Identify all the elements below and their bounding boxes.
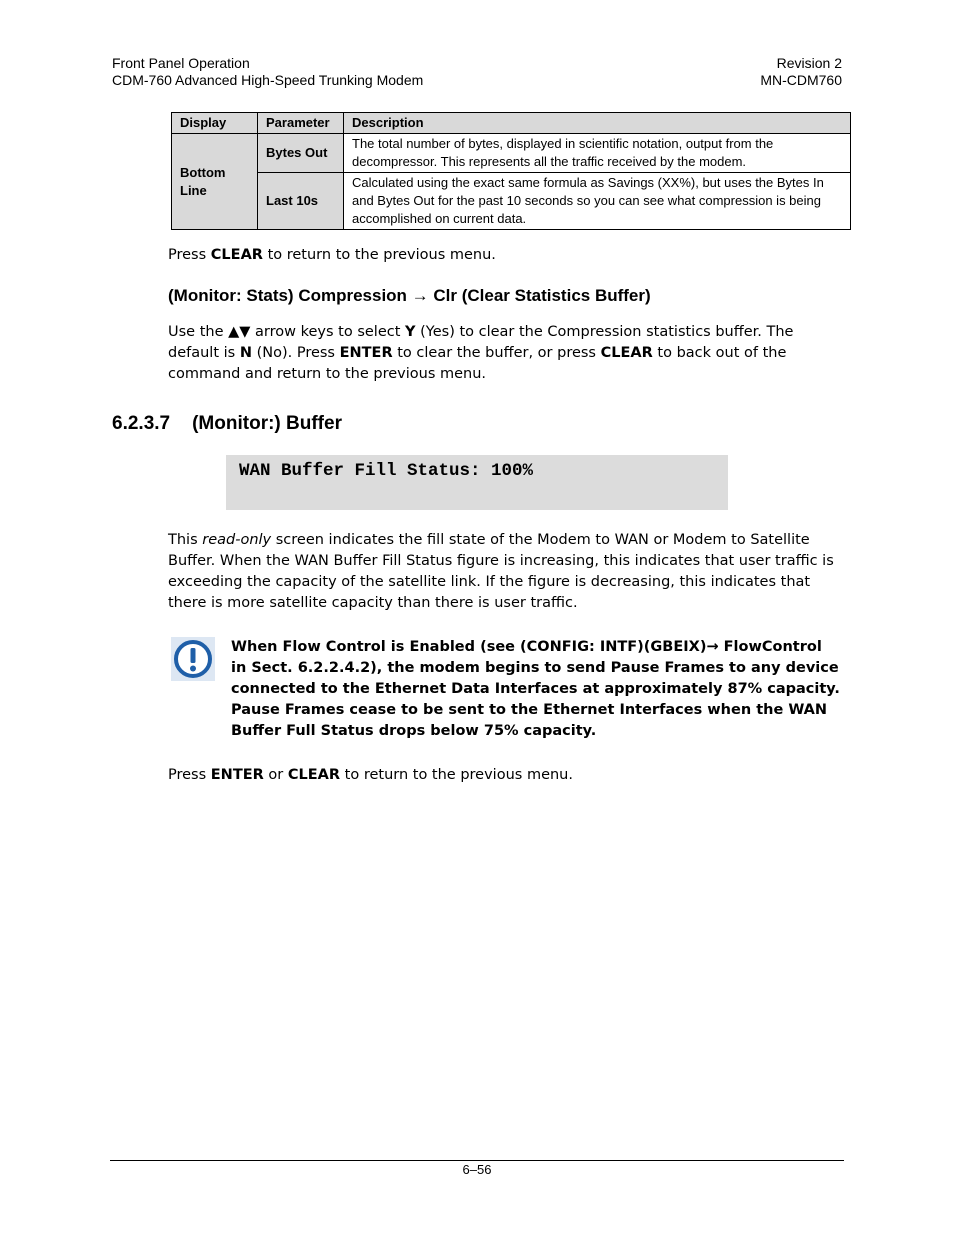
col-header-parameter: Parameter [258,113,344,134]
key-n: N [239,345,252,361]
text-span: (Yes) to clear the Compression statistics buffer. The default is [168,324,794,361]
italic-read-only: read-only [202,532,272,548]
key-enter: ENTER [210,767,264,783]
header-revision: Revision 2 [776,55,842,71]
description-cell: Calculated using the exact same formula as Savings (XX%), but uses the Bytes In and Bytes Out for the past 10 seconds so you can see what compression is being accomplished on current data. [344,173,851,230]
text-span: to back out of the command and return to the previous menu. [168,345,787,382]
col-header-description: Description [344,113,851,134]
lcd-display [226,455,728,510]
text-span: Press [168,767,211,783]
page-number: 6–56 [462,1162,492,1177]
header-manual: MN-CDM760 [760,72,842,88]
display-cell: Bottom Line [172,134,258,230]
text-span: Use the [168,324,229,340]
info-exclamation-icon [171,637,215,681]
parameter-cell: Bytes Out [258,134,344,173]
key-clear: CLEAR [600,345,653,361]
key-clear: CLEAR [287,767,341,783]
heading-compression-clr: (Monitor: Stats) Compression → Clr (Clear Statistics Buffer) [168,286,651,305]
text-span: to return to the previous menu. [340,767,573,783]
paragraph-press-enter-clear [168,765,844,786]
parameter-cell: Last 10s [258,173,344,230]
text-span: Press [168,247,211,263]
header-product: CDM-760 Advanced High-Speed Trunking Modem [112,72,424,88]
text-span: This [168,532,203,548]
lcd-text: WAN Buffer Fill Status: 100% [239,461,534,481]
text-span: to clear the buffer, or press [392,345,601,361]
key-y: Y [405,324,416,340]
text-span: to return to the previous menu. [262,247,496,263]
page-header-right [760,55,842,89]
table-row [172,134,851,173]
section-number: 6.2.3.7 [112,413,171,434]
text-span: arrow keys to select [250,324,406,340]
footer-divider [110,1160,844,1161]
col-header-display: Display [172,113,258,134]
paragraph-compression-clr [168,322,844,385]
note-flow-control: When Flow Control is Enabled (see (CONFIG: INTF)(GBEIX)→ FlowControl in Sect. 6.2.2.4.2), the modem begins to send Pause Frames to any device connected to the Ethernet Data Interfaces at approximately 87% capacity. Pause Frames cease to be sent to the Ethernet Interfaces when the WAN Buffer Full Status drops below 75% capacity. [231,639,840,739]
section-title: (Monitor:) Buffer [192,413,342,434]
key-enter: ENTER [339,345,393,361]
header-section: Front Panel Operation [112,55,250,71]
description-cell: The total number of bytes, displayed in scientific notation, output from the decompressor. This represents all the traffic received by the modem. [344,134,851,173]
table-row [172,173,851,230]
arrow-keys-icon: ▲▼ [228,324,251,340]
paragraph-buffer [168,530,844,614]
key-clear: CLEAR [210,247,263,263]
text-span: or [263,767,288,783]
paragraph-press-clear [168,245,844,266]
heading-buffer [112,413,342,435]
parameter-table [171,112,851,230]
page-header-left [112,55,423,89]
table-header-row [172,113,851,134]
text-span: (No). Press [251,345,340,361]
text-span: screen indicates the fill state of the Modem to WAN or Modem to Satellite Buffer. When the WAN Buffer Fill Status figure is increasing, this indicates that user traffic is exceeding the capacity of the satellite link. If the figure is decreasing, this indicates that there is more satellite capacity than there is user traffic. [168,532,834,611]
